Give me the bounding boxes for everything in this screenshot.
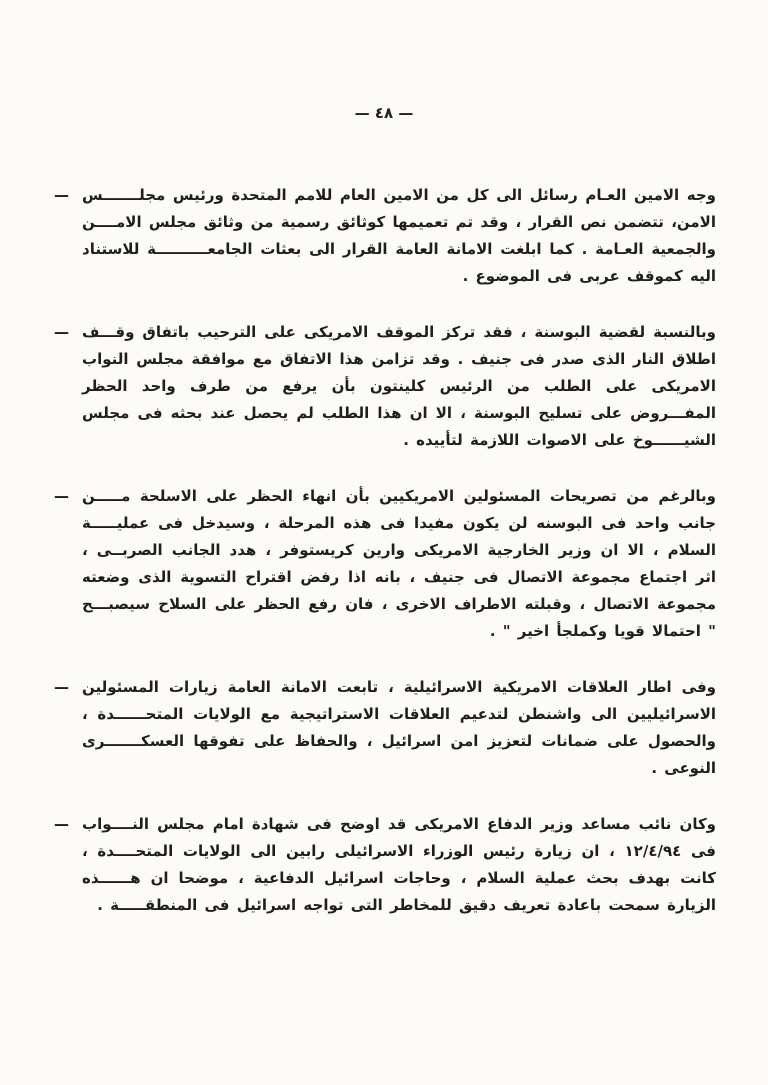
- dash-marker: —: [54, 186, 69, 204]
- paragraph-text: وبالنسبة لقضية البوسنة ، فقد تركز الموقف الامريكى على الترحيب باتفاق وقـــف اطلاق النار الذى صدر فى جنيف . وقد تزامن هذا الاتفاق مع موافقة مجلس النواب الامريكى على الطلب من الرئيس كلينتون بأن يرفع من طرف واحد الحظر المفـــروض على تسليح البوسنة ، الا ان هذا الطلب لم يحصل عند بحثه فى مجلس الشيــــــوخ على الاصوات اللازمة لتأييده .: [82, 323, 716, 449]
- page-number: — ٤٨ —: [354, 104, 414, 122]
- paragraph-text: وجه الامين العـام رسائل الى كل من الامين العام للامم المتحدة ورئيس مجلـــــــس الامن، تتضمن نص القرار ، وقد تم تعميمها كوثائق رسمية من وثائق مجلس الامــــن والجمعية العـامة . كما ابلغت الامانة العامة القرار الى بعثات الجامعــــــــــة للاستناد اليه كموقف عربى فى الموضوع .: [82, 186, 716, 285]
- paragraph: [54, 483, 716, 645]
- dash-marker: —: [54, 678, 69, 696]
- paragraph: [54, 811, 716, 919]
- paragraph: [54, 319, 716, 454]
- document-content: [54, 182, 716, 948]
- dash-marker: —: [54, 815, 69, 833]
- paragraph-text: وكان نائب مساعد وزير الدفاع الامريكى قد اوضح فى شهادة امام مجلس النــــواب فى ١٢/٤/٩٤ ، ان زيارة رئيس الوزراء الاسرائيلى رابين الى الولايات المتحــــدة ، كانت بهدف بحث عملية السلام ، وحاجات اسرائيل الدفاعية ، موضحا ان هــــــذه الزيارة سمحت باعادة تعريف دقيق للمخاطر التى تواجه اسرائيل فى المنطقـــــة .: [82, 815, 716, 914]
- dash-marker: —: [54, 323, 69, 341]
- paragraph: [54, 674, 716, 782]
- paragraph-text: وفى اطار العلاقات الامريكية الاسرائيلية ، تابعت الامانة العامة زيارات المسئولين الاسرائيليين الى واشنطن لتدعيم العلاقات الاستراتيجية مع الولايات المتحــــــدة ، والحصول على ضمانات لتعزيز امن اسرائيل ، والحفاظ على تفوقها العسكـــــــرى النوعى .: [82, 678, 716, 777]
- paragraph-text: وبالرغم من تصريحات المسئولين الامريكيين بأن انهاء الحظر على الاسلحة مـــــن جانب واحد فى البوسنه لن يكون مفيدا فى هذه المرحلة ، وسيدخل فى عمليـــــة السلام ، الا ان وزير الخارجية الامريكى وارين كريستوفر ، هدد الجانب الصربــى ، اثر اجتماع مجموعة الاتصال فى جنيف ، بانه اذا رفض اقتراح التسوية الذى وضعته مجموعة الاتصال ، وقبلته الاطراف الاخرى ، فان رفع الحظر على السلاح سيصبـــح " احتمالا قويا وكملجأ اخير " .: [82, 487, 716, 640]
- dash-marker: —: [54, 487, 69, 505]
- paragraph: [54, 182, 716, 290]
